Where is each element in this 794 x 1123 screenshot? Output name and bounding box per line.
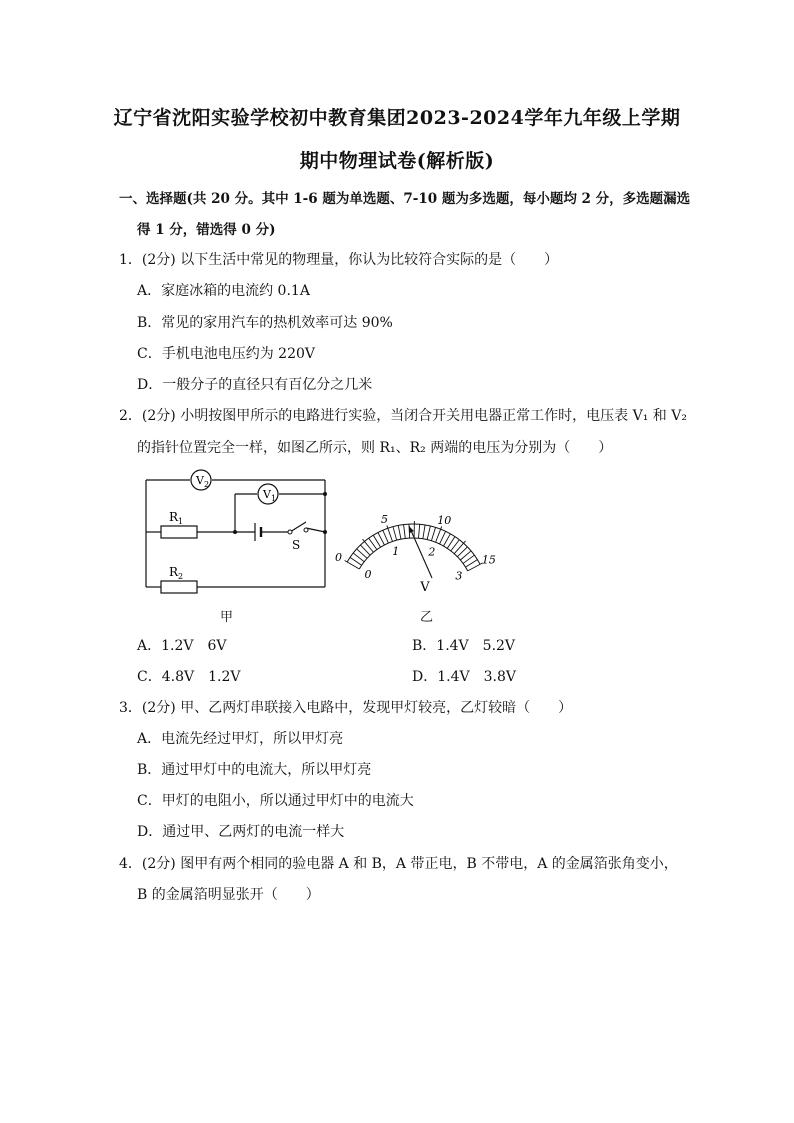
r2-label: $R_2$ bbox=[169, 565, 184, 581]
upper-scale-label: 15 bbox=[481, 553, 496, 567]
lower-scale-label: 1 bbox=[392, 544, 400, 558]
page-title-line-2: 期中物理试卷(解析版) bbox=[299, 150, 495, 172]
v2-label: $V_2$ bbox=[196, 474, 210, 489]
q3-option-d: D．通过甲、乙两灯的电流一样大 bbox=[137, 824, 345, 840]
resistor-r2-icon bbox=[161, 581, 197, 593]
lower-scale-label: 2 bbox=[428, 545, 436, 559]
q3-option-b: B．通过甲灯中的电流大，所以甲灯亮 bbox=[137, 762, 372, 778]
resistor-r1-icon bbox=[161, 526, 197, 538]
page-title-line-1: 辽宁省沈阳实验学校初中教育集团2023-2024学年九年级上学期 bbox=[113, 107, 681, 129]
q1-option-b: B．常见的家用汽车的热机效率可达 90% bbox=[137, 315, 393, 331]
upper-scale-label: 10 bbox=[437, 513, 452, 527]
battery-icon bbox=[255, 523, 261, 541]
q4-stem-line-2: B 的金属箔明显张开（ ） bbox=[137, 887, 320, 903]
q4-stem-line-1: 4．(2分) 图甲有两个相同的验电器 A 和 B，A 带正电，B 不带电，A 的金属箔张角变小， bbox=[119, 856, 678, 872]
upper-scale-label: 5 bbox=[381, 512, 389, 526]
q1-option-a: A．家庭冰箱的电流约 0.1A bbox=[137, 283, 310, 299]
q1-option-c: C．手机电池电压约为 220V bbox=[137, 346, 315, 362]
dial-scale bbox=[335, 513, 496, 583]
v1-label: $V_1$ bbox=[263, 488, 277, 503]
q3-option-c: C．甲灯的电阻小，所以通过甲灯中的电流大 bbox=[137, 793, 414, 809]
q2-option-a: A．1.2V 6V bbox=[137, 638, 227, 654]
q2-option-b: B．1.4V 5.2V bbox=[412, 638, 516, 654]
lower-scale-label: 3 bbox=[455, 569, 463, 583]
q3-stem: 3．(2分) 甲、乙两灯串联接入电路中，发现甲灯较亮，乙灯较暗（ ） bbox=[119, 700, 573, 716]
meter-unit-label: V bbox=[420, 580, 430, 595]
section-heading-line-2: 得 1 分，错选得 0 分) bbox=[137, 222, 276, 238]
switch-contact-icon bbox=[288, 530, 292, 534]
section-heading-line-1: 一、选择题(共 20 分。其中 1-6 题为单选题、7-10 题为多选题，每小题均 2 分，多选题漏选 bbox=[119, 191, 691, 207]
q1-option-d: D．一般分子的直径只有百亿分之几米 bbox=[137, 377, 373, 393]
r1-label: $R_1$ bbox=[169, 510, 184, 526]
q2-stem-line-2: 的指针位置完全一样，如图乙所示，则 R₁、R₂ 两端的电压为分别为（ ） bbox=[137, 440, 613, 456]
q2-option-c: C．4.8V 1.2V bbox=[137, 669, 241, 685]
lower-scale-label: 0 bbox=[364, 568, 372, 581]
q2-stem-line-1: 2．(2分) 小明按图甲所示的电路进行实验，当闭合开关用电器正常工作时，电压表 V₁ 和 V₂ bbox=[119, 408, 687, 424]
figure-caption-left: 甲 bbox=[220, 610, 234, 625]
voltmeter-dial bbox=[335, 478, 515, 600]
q2-option-d: D．1.4V 3.8V bbox=[412, 669, 516, 685]
needle-arrow-icon bbox=[409, 526, 414, 533]
circuit-diagram bbox=[140, 460, 343, 600]
q1-stem: 1．(2分) 以下生活中常见的物理量，你认为比较符合实际的是（ ） bbox=[119, 252, 559, 268]
switch-label: S bbox=[292, 538, 301, 552]
q3-option-a: A．电流先经过甲灯，所以甲灯亮 bbox=[137, 731, 344, 747]
upper-scale-label: 0 bbox=[335, 551, 343, 564]
figure-caption-right: 乙 bbox=[420, 610, 434, 625]
